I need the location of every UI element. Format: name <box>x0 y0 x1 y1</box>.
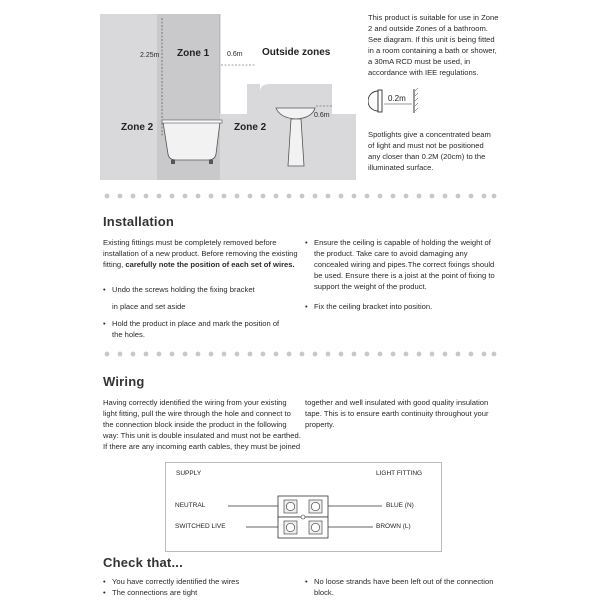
wiring-right-text: together and well insulated with good quality insulation tape. This is to ensure earth continuity throughout your property. <box>305 398 489 429</box>
wiring-diagram <box>165 462 442 552</box>
check-title: Check that... <box>103 555 183 570</box>
zone2-right-label: Zone 2 <box>234 122 267 133</box>
installation-paragraph-bold: carefully note the position of each set of wires. <box>125 260 295 269</box>
zone-diagram-svg <box>100 14 356 180</box>
install-bullet-1-cont: in place and set aside <box>112 302 186 311</box>
zone2-left-label: Zone 2 <box>121 122 154 133</box>
divider-dots <box>103 192 498 200</box>
spot-note: Spotlights give a concentrated beam of light and must not be positioned any closer than 0.2M (20cm) to the illuminated surface. <box>368 130 491 172</box>
install-bullet-3: • Ensure the ceiling is capable of holding the weight of the product. Take care to avoid damaging any concealed wiring and pipes.The correct fixings should be used. Ensure there is a joist at the point of fixing to support the weight of the product. <box>314 237 502 292</box>
dist-basin-label: 0.6m <box>314 112 330 119</box>
wiring-title: Wiring <box>103 374 145 389</box>
wiring-left-text: Having correctly identified the wiring from your existing light fitting, pull the wire through the hole and connect to the connection block inside the product in the following way: This unit is double insulated and must not be earthed. If there are any incoming earth cables, they must be joined <box>103 398 301 451</box>
installation-paragraph-text: Existing fittings must be completely removed before installation of a new product. Before removing the existing fitting, <box>103 238 298 269</box>
check-bullet-2: • The connections are tight <box>112 587 292 598</box>
switched-live-label: SWITCHED LIVE <box>175 523 226 530</box>
installation-paragraph <box>103 237 301 270</box>
brown-label: BROWN (L) <box>376 523 411 530</box>
divider-dots <box>103 350 498 358</box>
spotlight-diagram <box>368 88 426 114</box>
neutral-label: NEUTRAL <box>175 502 206 509</box>
check-bullet-1: • You have correctly identified the wires <box>112 576 292 587</box>
install-bullet-4: • Fix the ceiling bracket into position. <box>314 301 502 312</box>
intro-paragraph: This product is suitable for use in Zone 2 and outside Zones of a bathroom. See diagram. If this unit is being fitted in a room containing a bath or shower, a 30mA RCD must be used, in accordance with IEE regulations. <box>368 13 499 77</box>
check-bullet-3: • No loose strands have been left out of the connection block. <box>314 576 500 598</box>
dist-top-label: 0.6m <box>227 51 243 58</box>
blue-label: BLUE (N) <box>386 502 414 509</box>
install-bullet-2: • Hold the product in place and mark the position of the holes. <box>112 318 290 340</box>
zone-diagram <box>100 14 356 180</box>
install-bullet-1: • Undo the screws holding the fixing bracket <box>112 284 302 295</box>
outside-zones-label: Outside zones <box>262 47 331 58</box>
zone1-label: Zone 1 <box>177 48 210 59</box>
spot-distance-label: 0.2m <box>388 94 406 103</box>
light-fitting-label: LIGHT FITTING <box>376 470 423 477</box>
height-label: 2.25m <box>140 52 160 59</box>
supply-label: SUPPLY <box>176 470 202 477</box>
installation-title: Installation <box>103 214 175 229</box>
